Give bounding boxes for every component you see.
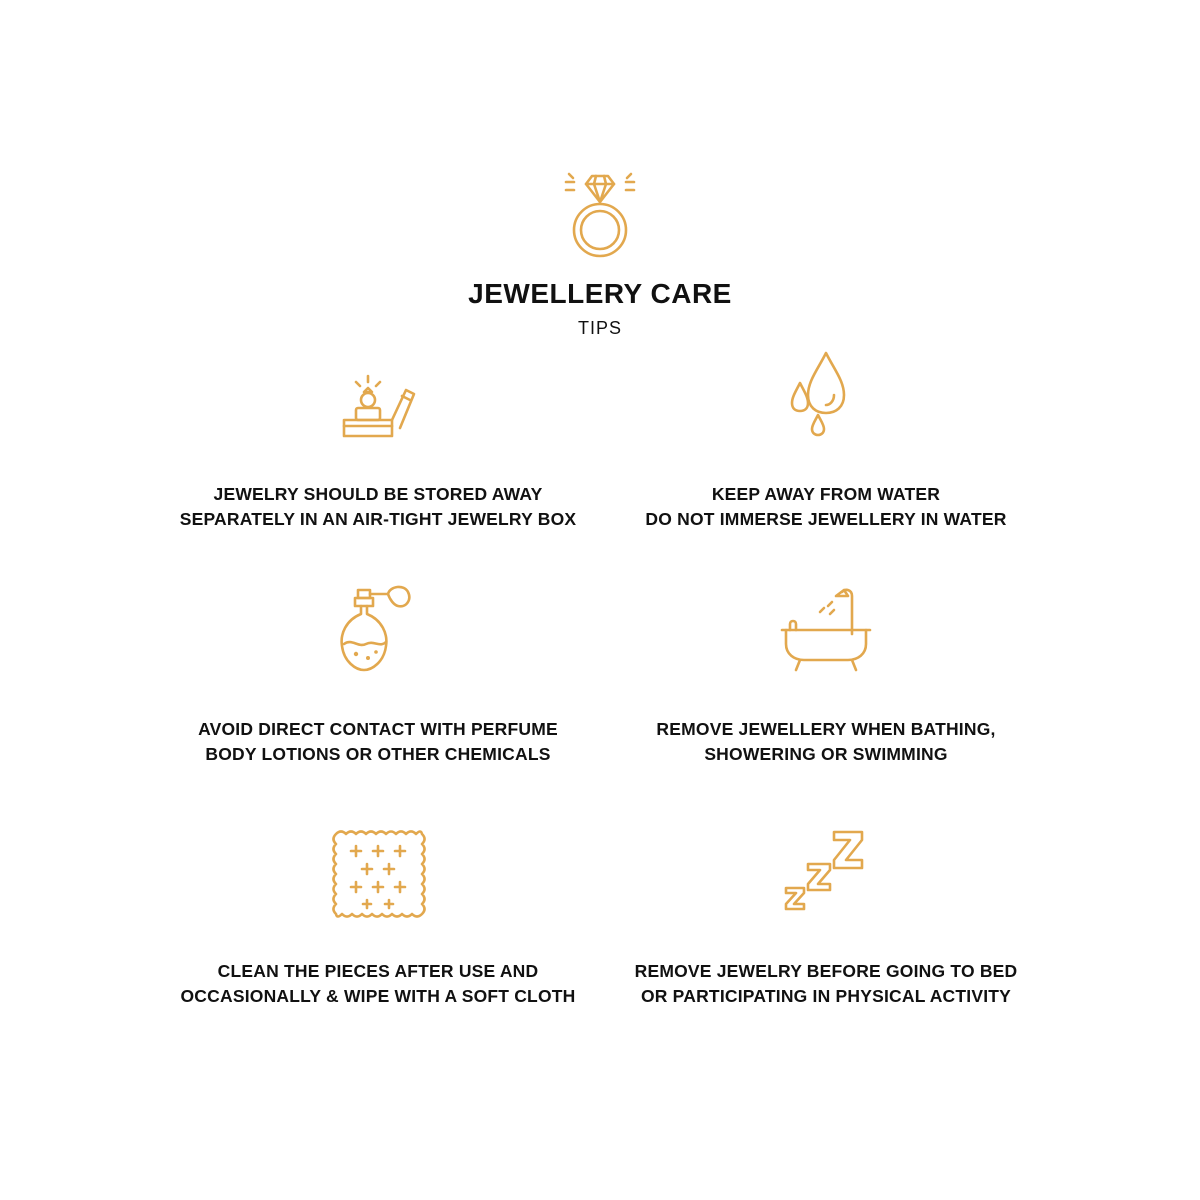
tip-water (596, 345, 1056, 529)
tip-text-line: REMOVE JEWELRY BEFORE GOING TO BED (634, 961, 1018, 981)
jewelry-box-icon (328, 370, 428, 470)
tip-text-line: OCCASIONALLY & WIPE WITH A SOFT CLOTH (180, 986, 576, 1006)
water-drops-icon (776, 345, 876, 445)
tip-cleaning (148, 824, 608, 1006)
tip-sleep (596, 824, 1056, 1006)
tip-text-line: JEWELRY SHOULD BE STORED AWAY (213, 484, 543, 504)
soft-cloth-icon (328, 824, 428, 924)
tip-text-line: DO NOT IMMERSE JEWELLERY IN WATER (645, 509, 1007, 529)
perfume-bottle-icon (328, 582, 428, 682)
sleep-zzz-icon (776, 824, 876, 924)
tip-text-line: BODY LOTIONS OR OTHER CHEMICALS (205, 744, 551, 764)
tip-text-line: CLEAN THE PIECES AFTER USE AND (217, 961, 539, 981)
tip-text-line: OR PARTICIPATING IN PHYSICAL ACTIVITY (640, 986, 1012, 1006)
tip-perfume (148, 582, 608, 764)
tip-text-line: SHOWERING OR SWIMMING (704, 744, 948, 764)
tip-text-line: KEEP AWAY FROM WATER (711, 484, 941, 504)
diamond-ring-icon (560, 170, 640, 260)
bathtub-shower-icon (776, 582, 876, 682)
page-subtitle: TIPS (577, 318, 622, 338)
tip-bathing (596, 582, 1056, 764)
tip-storage (148, 370, 608, 529)
page-title: JEWELLERY CARE (468, 278, 732, 309)
tip-text-line: SEPARATELY IN AN AIR-TIGHT JEWELRY BOX (179, 509, 577, 529)
tip-text-line: AVOID DIRECT CONTACT WITH PERFUME (198, 719, 558, 739)
tip-text-line: REMOVE JEWELLERY WHEN BATHING, (656, 719, 996, 739)
